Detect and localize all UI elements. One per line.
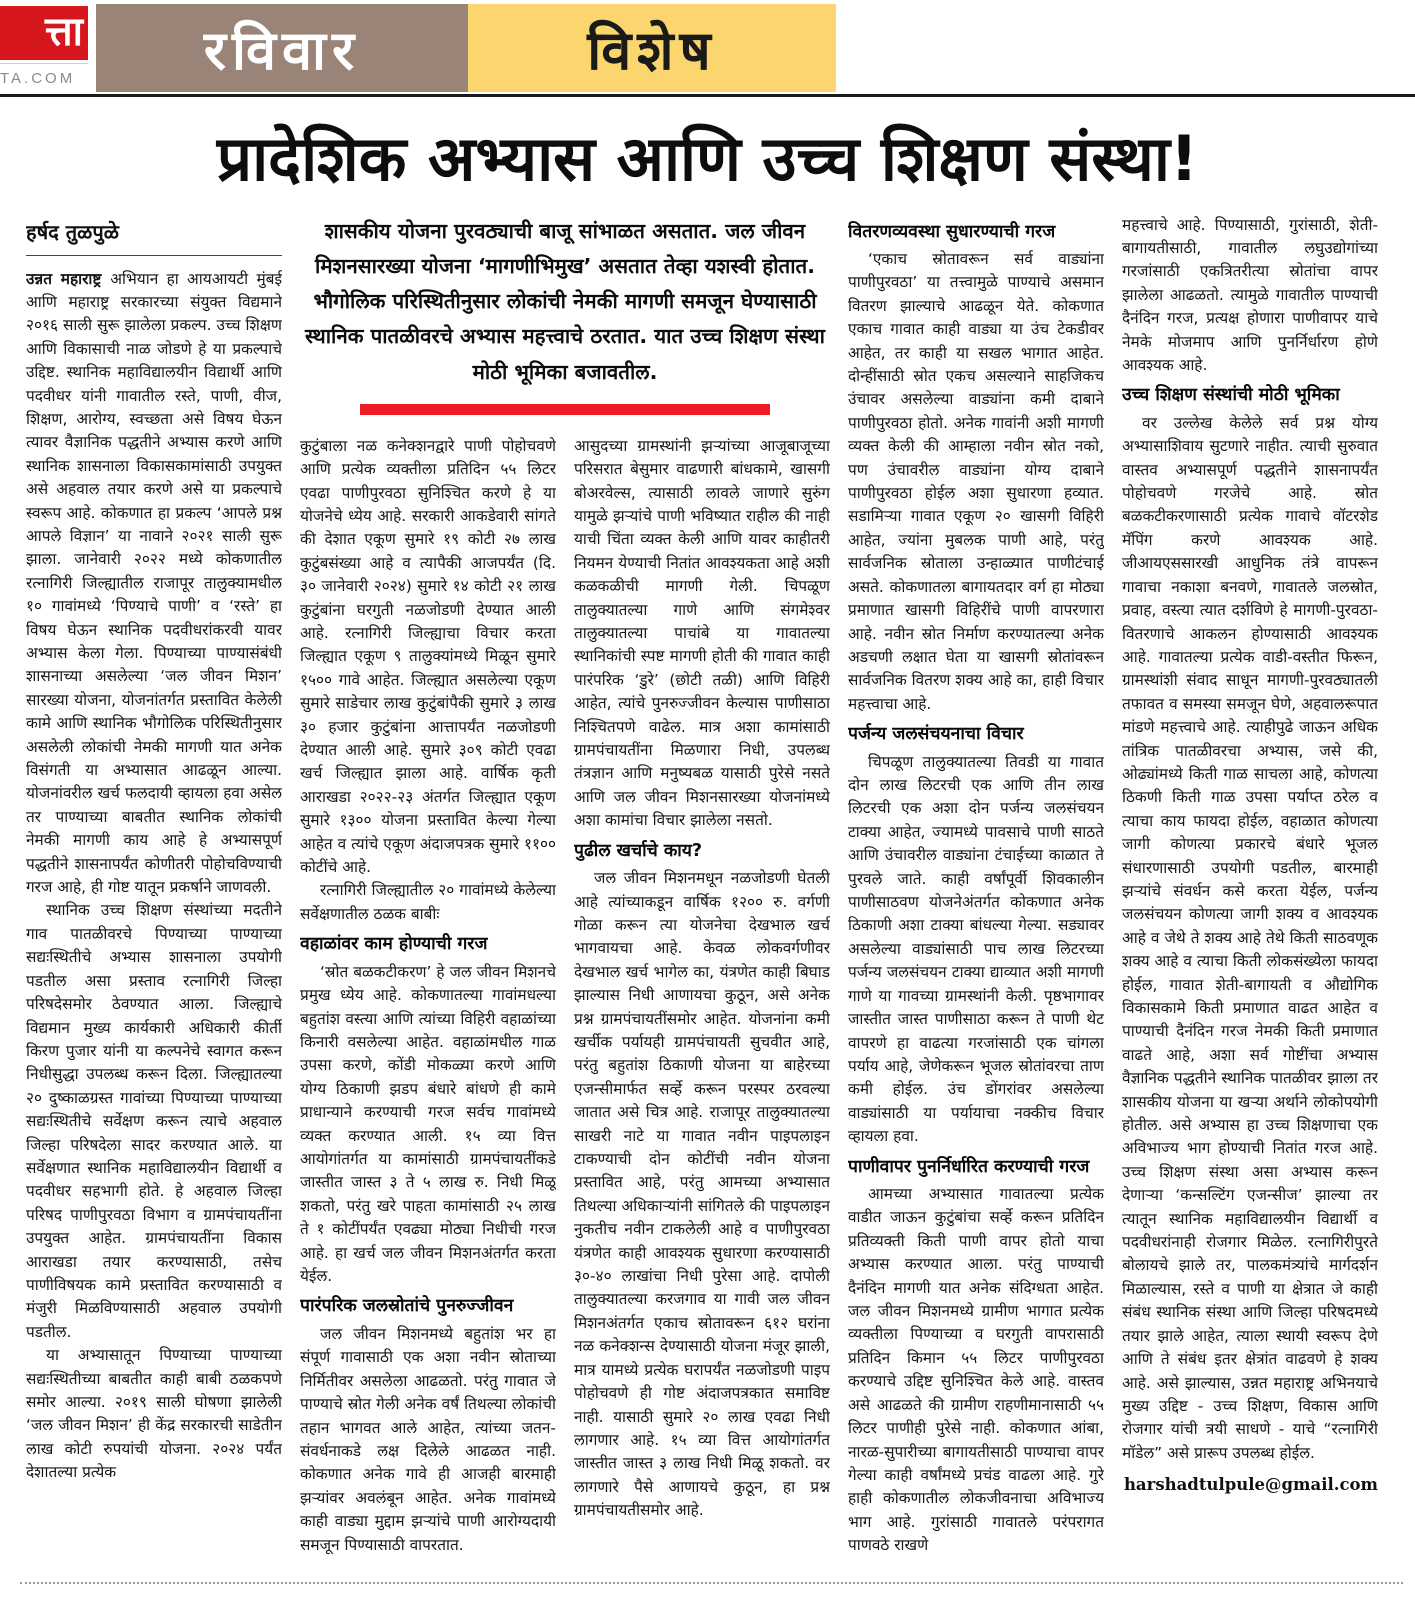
body-paragraph: ‘स्रोत बळकटीकरण’ हे जल जीवन मिशनचे प्रमुख ध्येय आहे. कोकणातल्या गावांमधल्या बहुतांश वस्त्या आणि त्यांच्या विहिरी वहाळांच्या किनारी वसलेल्या आहेत. वहाळांमधील गाळ उपसा करणे, कोंडी मोकळ्या करणे आणि योग्य ठिकाणी झडप बंधारे बांधणे ही कामे प्राधान्याने करण्याची गरज सर्वच गावांमध्ये व्यक्त करण्यात आली. १५ व्या वित्त आयोगांतर्गत या कामांसाठी ग्रामपंचायतींकडे जास्तीत जास्त ३ ते ५ लाख रु. निधी मिळू शकतो, परंतु खरे पाहता कामांसाठी २५ लाख ते १ कोटींपर्यंत एवढ्या मोठ्या निधीची गरज आहे. हा खर्च जल जीवन मिशनअंतर्गत करता येईल. [300,962,556,1286]
loksatta-logo [0,6,88,87]
author-email: harshadtulpule@gmail.com [1123,1475,1378,1495]
body-paragraph: वर उल्लेख केलेले सर्व प्रश्न योग्य अभ्यासाशिवाय सुटणारे नाहीत. त्याची सुरुवात वास्तव अभ्यासपूर्ण पद्धतीने शासनापर्यंत पोहोचवणे गरजेचे आहे. स्रोत बळकटीकरणासाठी प्रत्येक गावाचे वॉटरशेड मॅपिंग करणे आवश्यक आहे. जीआयएससारखी आधुनिक तंत्रे वापरून गावाचा नकाशा बनवणे, गावातले जलस्रोत, प्रवाह, वस्त्या त्यात दर्शविणे हे मागणी-पुरवठा-वितरणाचे आकलन होण्यासाठी आवश्यक आहे. गावातल्या प्रत्येक वाडी-वस्तीत फिरून, ग्रामस्थांशी संवाद साधून मागणी-पुरवठ्यातली तफावत व समस्या समजून घेणे, अहवालरूपात मांडणे महत्त्वाचे आहे. त्याहीपुढे जाऊन अधिक तांत्रिक पातळीवरचा अभ्यास, जसे की, ओढ्यांमध्ये किती गाळ साचला आहे, कोणत्या ठिकणी किती गाळ उपसा पर्याप्त ठरेल व त्याचा काय फायदा होईल, वहाळात कोणत्या जागी कोणत्या प्रकारचे बंधारे भूजल संधारणासाठी उपयोगी पडतील, बारमाही झऱ्यांचे संवर्धन कसे करता येईल, पर्जन्य जलसंचयन कोणत्या जागी शक्य व आवश्यक आहे व जेथे ते शक्य आहे तेथे किती साठवणूक शक्य आहे व त्याचा किती लोकसंख्येला फायदा होईल, गावात शेती-बागायती व औद्योगिक विकासकामे किती प्रमाणात वाढत आहेत व पाण्याची दैनंदिन गरज नेमकी किती प्रमाणात वाढते आहे, अशा सर्व गोष्टींचा अभ्यास वैज्ञानिक पद्धतीने स्थानिक पातळीवर झाला तर शासकीय योजना या खऱ्या अर्थाने लोकोपयोगी होतील. असे अभ्यास हा उच्च शिक्षणाचा एक अविभाज्य भाग होण्याची नितांत गरज आहे. उच्च शिक्षण संस्था असा अभ्यास करून देणाऱ्या ‘कन्सल्टिंग एजन्सीज’ झाल्या तर त्यातून स्थानिक महाविद्यालयीन विद्यार्थी व पदवीधरांनाही रोजगार मिळेल. रत्नागिरीपुरते बोलायचे झाले तर, पालकमंत्र्यांचे मार्गदर्शन मिळाल्यास, रस्ते व पाणी या क्षेत्रात जे काही संबंध स्थानिक संस्था आणि जिल्हा परिषदमध्ये तयार झाले आहेत, त्याला स्थायी स्वरूप देणे आणि ते संबंध इतर क्षेत्रांत वाढवणे हे शक्य आहे. असे झाल्यास, उन्नत महाराष्ट्र अभिनयाचे मुख्य उद्दिष्ट - उच्च शिक्षण, विकास आणि रोजगार यांची त्रयी साधणे - याचे “रत्नागिरी मॉडेल” असे प्रारूप उपलब्ध होईल. [1122,413,1378,1462]
column-4 [848,214,1104,1574]
body-paragraph: कुटुंबाला नळ कनेक्शनद्वारे पाणी पोहोचवणे आणि प्रत्येक व्यक्तीला प्रतिदिन ५५ लिटर एवढा पाणीपुरवठा सुनिश्चित करणे हे या योजनेचे ध्येय आहे. सरकारी आकडेवारी सांगते की देशात एकूण सुमारे १९ कोटी २७ लाख कुटुंबसंख्या आहे व त्यापैकी आजपर्यंत (दि. ३० जानेवारी २०२४) सुमारे १४ कोटी २१ लाख कुटुंबांना घरगुती नळजोडणी देण्यात आली आहे. रत्नागिरी जिल्ह्याचा विचार करता जिल्ह्यात एकूण ९ तालुक्यांमध्ये मिळून सुमारे १५०० गावे आहेत. जिल्ह्यात असलेल्या एकूण सुमारे साडेचार लाख कुटुंबांपैकी सुमारे ३ लाख ३० हजार कुटुंबांना आत्तापर्यंत नळजोडणी देण्यात आली आहे. सुमारे ३०९ कोटी एवढा खर्च जिल्ह्यात झाला आहे. वार्षिक कृती आराखडा २०२२-२३ अंतर्गत जिल्ह्यात एकूण सुमारे १३०० योजना प्रस्तावित केल्या गेल्या आहेत व त्यांचे एकूण अंदाजपत्रक सुमारे ११०० कोटींचे आहे. [300,436,556,877]
author-byline: हर्षद तुळपुळे [26,214,282,256]
column-1 [26,214,282,1574]
body-paragraph: उन्नत महाराष्ट्र अभियान हा आयआयटी मुंबई आणि महाराष्ट्र सरकारच्या संयुक्त विद्यमाने २०१६ साली सुरू झालेला प्रकल्प. उच्च शिक्षण आणि विकासाची नाळ जोडणे हे या प्रकल्पाचे उद्दिष्ट. स्थानिक महाविद्यालयीन विद्यार्थी आणि पदवीधर यांनी गावातील रस्ते, पाणी, वीज, शिक्षण, आरोग्य, स्वच्छता असे विषय घेऊन त्यावर वैज्ञानिक पद्धतीने अभ्यास करणे आणि स्थानिक शासनाला विकासकामांसाठी उपयुक्त असे अहवाल तयार करणे असे या प्रकल्पाचे स्वरूप आहे. कोकणात हा प्रकल्प ‘आपले प्रश्न आपले विज्ञान’ या नावाने २०२१ साली सुरू झाला. जानेवारी २०२२ मध्ये कोकणातील रत्नागिरी जिल्ह्यातील राजापूर तालुक्यामधील १० गावांमध्ये ‘पिण्याचे पाणी’ व ‘रस्ते’ हा विषय घेऊन स्थानिक पदवीधरांकरवी यावर अभ्यास केला गेला. पिण्याच्या पाण्यासंबंधी शासनाच्या असलेल्या ‘जल जीवन मिशन’ सारख्या योजना, योजनांतर्गत प्रस्तावित केलेली कामे आणि स्थानिक भौगोलिक परिस्थितीनुसार असलेली लोकांची नेमकी मागणी यात अनेक विसंगती या अभ्यासात आढळून आल्या. योजनांवरील खर्च फलदायी व्हायला हवा असेल तर पाण्याच्या बाबतीत स्थानिक लोकांची नेमकी मागणी काय आहे हे अभ्यासपूर्ण पद्धतीने शासनापर्यंत कोणीतरी पोहोचविण्याची गरज आहे, ही गोष्ट यातून प्रकर्षाने जाणवली. [26,269,282,897]
section-subhead: पाणीवापर पुनर्निर्धारित करण्याची गरज [848,1156,1090,1177]
body-paragraph: आसुदच्या ग्रामस्थांनी झऱ्यांच्या आजूबाजूच्या परिसरात बेसुमार वाढणारी बांधकामे, खासगी बोअरवेल्स, त्यासाठी लावले जाणारे सुरुंग यामुळे झऱ्यांचे पाणी भविष्यात राहील की नाही याची चिंता व्यक्त केली आणि यावर काहीतरी नियमन येण्याची नितांत आवश्यकता आहे अशी कळकळीची मागणी गेली. चिपळूण तालुक्यातल्या गाणे आणि संगमेश्वर तालुक्यातल्या पाचांबे या गावातल्या स्थानिकांची स्पष्ट मागणी होती की गावात काही पारंपरिक ‘डुरे’ (छोटी तळी) आणि विहिरी आहेत, त्यांचे पुनरुज्जीवन केल्यास पाणीसाठा निश्चितपणे वाढेल. मात्र अशा कामांसाठी ग्रामपंचायतींना मिळणारा निधी, उपलब्ध तंत्रज्ञान आणि मनुष्यबळ यासाठी पुरेसे नसते आणि जल जीवन मिशनसारख्या योजनांमध्ये अशा कामांचा विचार झालेला नसतो. [574,436,830,830]
body-paragraph: या अभ्यासातून पिण्याच्या पाण्याच्या सद्यःस्थितीच्या बाबतीत काही बाबी ठळकपणे समोर आल्या. २०१९ साली घोषणा झालेली ‘जल जीवन मिशन’ ही केंद्र सरकारची साडेतीन लाख कोटी रुपयांची योजना. २०२४ पर्यंत देशातल्या प्रत्येक [26,1346,282,1482]
intro-underline-bar [360,404,770,415]
body-paragraph: जल जीवन मिशनमध्ये बहुतांश भर हा संपूर्ण गावासाठी एक अशा नवीन स्रोताच्या निर्मितीवर असलेला आढळतो. परंतु गावात जे पाण्याचे स्रोत गेली अनेक वर्षं तिथल्या लोकांची तहान भागवत आले आहेत, त्यांच्या जतन-संवर्धनाकडे लक्ष दिलेले आढळत नाही. कोकणात अनेक गावे ही आजही बारमाही झऱ्यांवर अवलंबून आहेत. अनेक गावांमध्ये काही वाड्या मुद्दाम झऱ्यांचे पाणी आरोग्यदायी समजून पिण्यासाठी वापरतात. [300,1324,556,1554]
header-rule [0,94,1415,97]
body-paragraph: रत्नागिरी जिल्ह्यातील २० गावांमध्ये केलेल्या सर्वेक्षणातील ठळक बाबीः [300,881,556,923]
article-body [0,208,1415,1574]
center-columns-wrap [300,214,830,1574]
masthead [0,0,1415,96]
intro-summary: शासकीय योजना पुरवठ्याची बाजू सांभाळत असतात. जल जीवन मिशनसारख्या योजना ‘मागणीभिमुख’ असतात तेव्हा यशस्वी होतात. भौगोलिक परिस्थितीनुसार लोकांची नेमकी मागणी समजून घेण्यासाठी स्थानिक पातळीवरचे अभ्यास महत्त्वाचे ठरतात. यात उच्च शिक्षण संस्था मोठी भूमिका बजावतील. [305,218,825,384]
section-subhead: उच्च शिक्षण संस्थांची मोठी भूमिका [1122,385,1340,406]
body-paragraph: आमच्या अभ्यासात गावातल्या प्रत्येक वाडीत जाऊन कुटुंबांचा सर्व्हे करून प्रतिदिन प्रतिव्यक्ती किती पाणी वापर होतो याचा अभ्यास करण्यात आला. परंतु पाण्याची दैनंदिन मागणी यात अनेक संदिग्धता आहेत. जल जीवन मिशनमध्ये ग्रामीण भागात प्रत्येक व्यक्तीला पिण्याच्या व घरगुती वापरासाठी प्रतिदिन किमान ५५ लिटर पाणीपुरवठा करण्याचे उद्दिष्ट सुनिश्चित केले आहे. वास्तव असे आढळते की ग्रामीण राहणीमानासाठी ५५ लिटर पाणीही पुरेसे नाही. कोकणात आंबा, नारळ-सुपारीच्या बागायतीसाठी पाण्याचा वापर गेल्या काही वर्षांमध्ये प्रचंड वाढला आहे. गुरे हाही कोकणातील लोकजीवनाचा अविभाज्य भाग आहे. गुरांसाठी गावातले परंपरागत पाणवठे राखणे [848,1185,1104,1555]
section-subhead: पारंपरिक जलस्रोतांचे पुनरुज्जीवन [300,1296,514,1317]
body-paragraph: जल जीवन मिशनमधून नळजोडणी घेतली आहे त्यांच्याकडून वार्षिक १२०० रु. वर्गणी गोळा करून त्या योजनेचा देखभाल खर्च भागवायचा आहे. केवळ लोकवर्गणीवर देखभाल खर्च भागेल का, यंत्रणेत काही बिघाड झाल्यास निधी आणायचा कुठून, असे अनेक प्रश्न ग्रामपंचायतींसमोर आहेत. योजनांना कमी खर्चीक पर्यायही ग्रामपंचायती सुचवीत आहे, परंतु बहुतांश ठिकाणी योजना या बाहेरच्या एजन्सीमार्फत सर्व्हे करून परस्पर ठरवल्या जातात असे चित्र आहे. राजापूर तालुक्यातल्या साखरी नाटे या गावात नवीन पाइपलाइन टाकण्याची दोन कोटींची नवीन योजना प्रस्तावित आहे, परंतु आमच्या अभ्यासात तिथल्या अधिकाऱ्यांनी सांगितले की पाइपलाइन नुकतीच नवीन टाकलेली आहे व पाणीपुरवठा यंत्रणेत काही आवश्यक सुधारणा करण्यासाठी ३०-४० लाखांचा निधी पुरेसा आहे. दापोली तालुक्यातल्या करजगाव या गावी जल जीवन मिशनअंतर्गत एकाच स्रोतावरून ६१२ घरांना नळ कनेक्शन्स देण्यासाठी योजना मंजूर झाली, मात्र यामध्ये प्रत्येक घरापर्यंत नळजोडणी पाइप पोहोचवणे ही गोष्ट अंदाजपत्रकात समाविष्ट नाही. यासाठी सुमारे २० लाख एवढा निधी लागणार आहे. १५ व्या वित्त आयोगांतर्गत जास्तीत जास्त ३ लाख निधी मिळू शकतो. वर लागणारे पैसे आणायचे कुठून, हा प्रश्न ग्रामपंचायतीसमोर आहे. [574,869,830,1520]
section-subhead: पर्जन्य जलसंचयनाचा विचार [848,724,1024,745]
section-tab-vishesh: विशेष [468,4,836,92]
bottom-dotted-rule [20,1582,1403,1584]
day-tab-ravivar: रविवार [96,4,468,92]
column-3 [574,435,830,1574]
body-paragraph: चिपळूण तालुक्यातल्या तिवडी या गावात दोन लाख लिटरची एक आणि तीन लाख लिटरची एक अशा दोन पर्जन्य जलसंचयन टाक्या आहेत, ज्यामध्ये पावसाचे पाणी साठते आणि उंचावरील वाड्यांना टंचाईच्या काळात ते पुरवले जाते. काही वर्षांपूर्वी शिवकालीन पाणीसाठवण योजनेअंतर्गत कोकणात अनेक ठिकाणी अशा टाक्या बांधल्या गेल्या. सड्यावर असलेल्या वाड्यांसाठी पाच लाख लिटरच्या पर्जन्य जलसंचयन टाक्या द्याव्यात अशी मागणी गाणे या गावच्या ग्रामस्थांनी केली. पृष्ठभागावर जास्तीत जास्त पाणीसाठा करून ते पाणी थेट वापरणे हा वाढत्या गरजांसाठी एक चांगला पर्याय आहे, जेणेकरून भूजल स्रोतांवरचा ताण कमी होईल. उंच डोंगरांवर असलेल्या वाड्यांसाठी या पर्यायाचा नक्कीच विचार व्हायला हवा. [848,752,1104,1146]
logo-domain-text: TA.COM [0,63,88,87]
section-subhead: वितरणव्यवस्था सुधारण्याची गरज [848,221,1056,242]
section-subhead: पुढील खर्चाचे काय? [574,840,703,861]
logo-devanagari-fragment: त्ता [0,6,88,60]
body-paragraph: ‘एकाच स्रोतावरून सर्व वाड्यांना पाणीपुरवठा’ या तत्त्वामुळे पाण्याचे असमान वितरण झाल्याचे आढळून येते. कोकणात एकाच गावात काही वाड्या या उंच टेकडीवर आहेत, तर काही या सखल भागात आहेत. दोन्हींसाठी स्रोत एकच असल्याने साहजिकच उंचावर असलेल्या वाड्यांना कमी दाबाने पाणीपुरवठा होतो. अनेक गावांनी अशी मागणी व्यक्त केली की आम्हाला नवीन स्रोत नको, पण उंचावरील वाड्यांना योग्य दाबाने पाणीपुरवठा होईल अशा सुधारणा हव्यात. सडामिऱ्या गावात एकूण २० खासगी विहिरी आहेत, ज्यांना मुबलक पाणी आहे, परंतु सार्वजनिक स्रोताला उन्हाळ्यात पाणीटंचाई असते. कोकणातला बागायतदार वर्ग हा मोठ्या प्रमाणात खासगी विहिरींचे पाणी वापरणारा आहे. नवीन स्रोत निर्माण करण्यातल्या अनेक अडचणी लक्षात घेता या खासगी स्रोतांवरून सार्वजनिक वितरण शक्य आहे का, हाही विचार महत्त्वाचा आहे. [848,250,1104,713]
column-5 [1122,214,1378,1574]
headline: प्रादेशिक अभ्यास आणि उच्च शिक्षण संस्था! [216,122,1199,195]
column-2 [300,435,556,1574]
body-paragraph: महत्त्वाचे आहे. पिण्यासाठी, गुरांसाठी, शेती-बागायतीसाठी, गावातील लघुउद्योगांच्या गरजांसाठी एकत्रितरीत्या स्रोतांचा वापर झालेला आढळतो. त्यामुळे गावातील पाण्याची दैनंदिन गरज, प्रत्यक्ष होणारा पाणीवापर याचे नेमके मोजमाप आणि पुनर्निर्धारण होणे आवश्यक आहे. [1122,215,1378,374]
lead-in: उन्नत महाराष्ट्र [26,269,111,288]
body-paragraph: स्थानिक उच्च शिक्षण संस्थांच्या मदतीने गाव पातळीवरचे पिण्याच्या पाण्याच्या सद्यःस्थितीचे अभ्यास शासनाला उपयोगी पडतील असा प्रस्ताव रत्नागिरी जिल्हा परिषदेसमोर ठेवण्यात आला. जिल्ह्याचे विद्यमान मुख्य कार्यकारी अधिकारी कीर्ती किरण पुजार यांनी या कल्पनेचे स्वागत करून निधीसुद्धा उपलब्ध करून दिला. जिल्ह्यातल्या २० दुष्काळग्रस्त गावांच्या पिण्याच्या पाण्याच्या सद्यःस्थितीचे सर्वेक्षण करून त्याचे अहवाल जिल्हा परिषदेला सादर करण्यात आले. या सर्वेक्षणात स्थानिक महाविद्यालयीन विद्यार्थी व पदवीधर सहभागी होते. हे अहवाल जिल्हा परिषद पाणीपुरवठा विभाग व ग्रामपंचायतींना उपयुक्त आहेत. ग्रामपंचायतींना विकास आराखडा तयार करण्यासाठी, तसेच पाणीविषयक कामे प्रस्तावित करण्यासाठी व मंजुरी मिळविण्यासाठी अहवाल उपयोगी पडतील. [26,901,282,1341]
section-subhead: वहाळांवर काम होण्याची गरज [300,934,488,955]
